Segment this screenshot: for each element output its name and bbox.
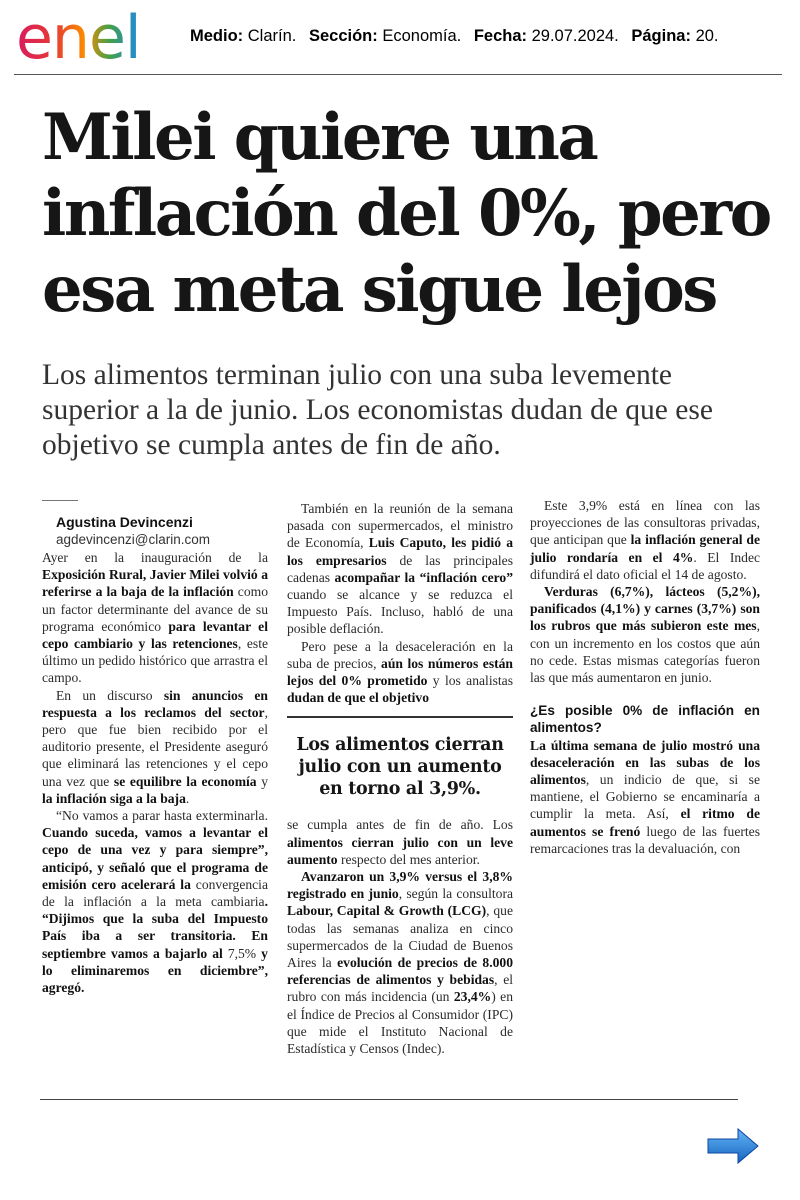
meta-fecha-value: 29.07.2024. <box>531 27 619 45</box>
emphasis: se equilibre la economía <box>113 773 257 789</box>
paragraph: se cumpla antes de fin de año. Los alimentos cierran julio con un leve aumento respecto del mes anterior. <box>287 817 513 867</box>
emphasis: evolución de precios de 8.000 referencias de alimentos y bebidas <box>287 955 513 988</box>
meta-pagina-label: Página: <box>631 27 691 45</box>
article-column-1 <box>42 500 268 996</box>
svg-text:enel: enel <box>16 6 141 68</box>
byline-rule <box>42 500 78 501</box>
publication-meta <box>190 27 719 46</box>
emphasis: Cuando suceda, vamos a levantar el cepo de una vez y para siempre”, anticipó, y señaló que el programa de emisión cero acelerará la <box>42 825 268 892</box>
paragraph: Avanzaron un 3,9% versus el 3,8% registrado en junio, según la consultora Labour, Capital & Growth (LCG), que todas las semanas analiza en cinco supermercados de la Ciudad de Buenos Aires la evolución de precios de 8.000 referencias de alimentos y bebidas, el rubro con más incidencia (un 23,4%) en el Índice de Precios al Consumidor (IPC) que mide el Instituto Nacional de Estadística y Censos (Indec). <box>287 869 514 1057</box>
emphasis: sin anuncios en respuesta a los reclamos del sector <box>42 687 268 720</box>
paragraph: La última semana de julio mostró una desaceleración en las subas de los alimentos, un indicio de que, si se mantiene, el Gobierno se encaminaría a cumplir la meta. Así, el ritmo de aumentos se frenó luego de las fuertes remarcaciones tras la devaluación, con <box>530 737 761 856</box>
enel-logo <box>16 6 178 68</box>
meta-medio-value: Clarín. <box>247 27 297 45</box>
emphasis: La última semana de julio mostró una desaceleración en las subas de los alimentos <box>530 737 760 788</box>
meta-seccion-label: Sección: <box>308 27 378 45</box>
author-name: Agustina Devincenzi <box>56 514 193 530</box>
paragraph: Verduras (6,7%), lácteos (5,2%), panificados (4,1%) y carnes (3,7%) son los rubros que más subieron este mes, con un incremento en los costos que aún no cede. Estas mismas categorías fueron las que más aumentaron en junio. <box>530 584 760 686</box>
emphasis: Avanzaron un 3,9% versus el 3,8% registrado en junio <box>287 869 513 902</box>
emphasis: Luis Caputo, les pidió a los empresarios <box>287 535 513 568</box>
meta-pagina-value: 20. <box>695 27 719 45</box>
headline <box>42 100 782 328</box>
emphasis: Labour, Capital & Growth (LCG) <box>287 903 487 919</box>
paragraph: Pero pese a la desaceleración en la suba de precios, aún los números están lejos del 0% prometido y los analistas dudan de que el objetivo <box>287 638 513 706</box>
headline-line: esa meta sigue lejos <box>42 252 716 327</box>
emphasis: alimentos cierran julio con un leve aumento <box>287 834 513 867</box>
emphasis: la inflación siga a la baja <box>42 790 186 806</box>
emphasis: Verduras (6,7%), lácteos (5,2%), panificados (4,1%) y carnes (3,7%) son los rubros que más subieron este mes <box>530 584 760 634</box>
emphasis: el ritmo de aumentos se frenó <box>530 806 760 839</box>
emphasis: 23,4% <box>453 989 492 1005</box>
emphasis: acompañar la “inflación cero” <box>334 569 513 585</box>
header-divider <box>14 74 782 75</box>
paragraph: “No vamos a parar hasta exterminarla. Cuando suceda, vamos a levantar el cepo de una vez y para siempre”, anticipó, y señaló que el programa de emisión cero acelerará la convergencia de la inflación a la meta cambiaria. “Dijimos que la suba del Impuesto País iba a ser transitoria. En septiembre vamos a bajarlo al 7,5% y lo eliminaremos en diciembre”, agregó. <box>42 808 268 996</box>
article-column-2 <box>287 500 513 1057</box>
emphasis: la inflación general de julio rondaría en el 4% <box>530 532 760 565</box>
footer-divider <box>40 1099 738 1100</box>
subheadline: Los alimentos terminan julio con una suba levemente superior a la de junio. Los economistas dudan de que ese objetivo se cumpla antes de fin de año. <box>42 359 713 461</box>
paragraph: Ayer en la inauguración de la Exposición Rural, Javier Milei volvió a referirse a la baja de la inflación como un factor determinante del avance de su programa económico para levantar el cepo cambiario y las retenciones, este último un pedido histórico que arrastra el campo. <box>42 550 268 686</box>
meta-medio-label: Medio: <box>190 27 244 45</box>
article-column-3 <box>530 497 760 857</box>
pull-quote: Los alimentos cierran julio con un aumento en torno al 3,9%. <box>287 716 513 804</box>
meta-seccion-value: Economía. <box>382 27 462 45</box>
author-email[interactable]: agdevincenzi@clarin.com <box>56 532 211 547</box>
paragraph: Este 3,9% está en línea con las proyecciones de las consultoras privadas, que anticipan que la inflación general de julio rondaría en el 4%. El Indec difundirá el dato oficial el 14 de agosto. <box>530 498 761 582</box>
emphasis: Exposición Rural, Javier Milei volvió a referirse a la baja de la inflación <box>42 567 268 600</box>
paragraph: En un discurso sin anuncios en respuesta a los reclamos del sector, pero que fue bien recibido por el auditorio presente, el Presidente aseguró que eliminará las retenciones y el cepo una vez que se equilibre la economía y la inflación siga a la baja. <box>42 687 269 806</box>
emphasis: y lo eliminaremos en diciembre”, agregó. <box>42 945 268 996</box>
meta-fecha-label: Fecha: <box>473 27 527 45</box>
arrow-right-icon[interactable] <box>706 1126 760 1166</box>
emphasis: . “Dijimos que la suba del Impuesto País iba a ser transitoria. En septiembre vamos a bajarlo al <box>42 894 268 961</box>
emphasis: dudan de que el objetivo <box>287 690 430 706</box>
section-heading: ¿Es posible 0% de inflación en alimentos? <box>530 703 760 736</box>
emphasis: para levantar el cepo cambiario y las retenciones <box>42 618 268 652</box>
emphasis: aún los números están lejos del 0% prometido <box>287 655 513 689</box>
headline-line: inflación del 0%, pero <box>42 176 770 251</box>
paragraph: También en la reunión de la semana pasada con supermercados, el ministro de Economía, Luis Caputo, les pidió a los empresarios de las principales cadenas acompañar la “inflación cero” cuando se alcance y se reduzca el Impuesto País. Incluso, habló de una posible deflación. <box>287 501 513 637</box>
headline-line: Milei quiere una <box>42 100 597 175</box>
